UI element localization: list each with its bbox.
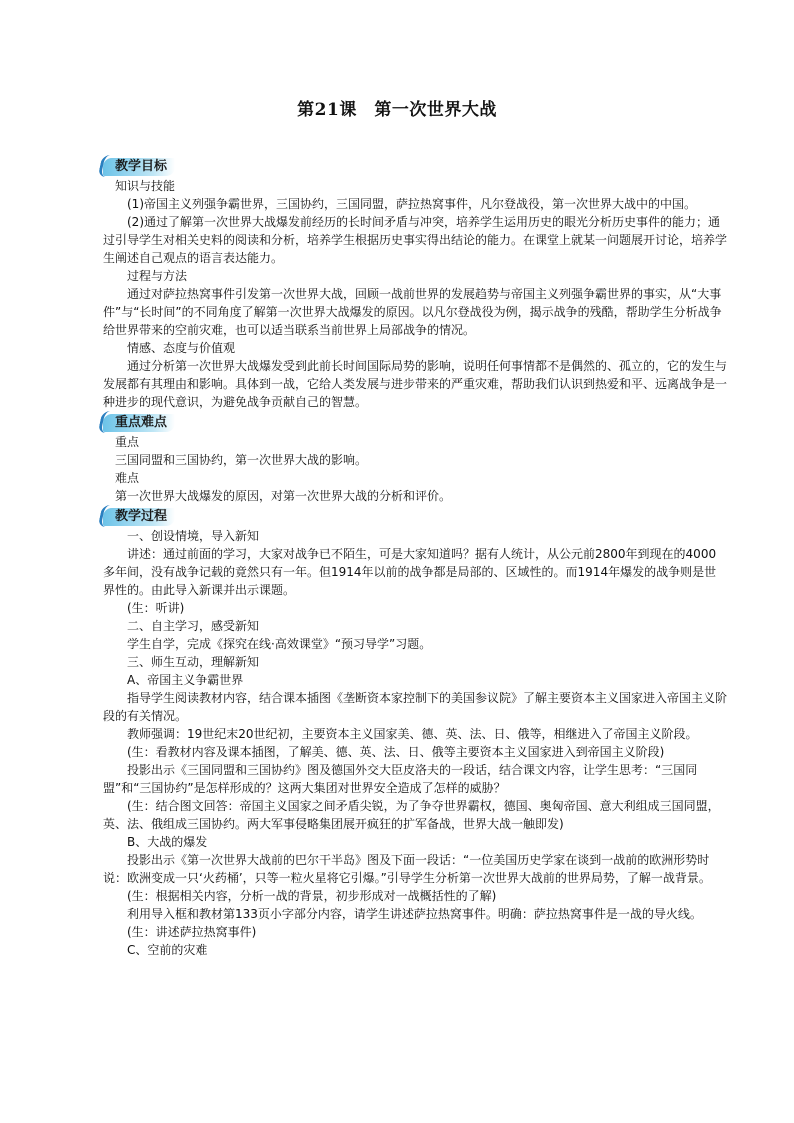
part-b-paragraph-1: 投影出示《第一次世界大战前的巴尔干半岛》图及下面一段话：“一位美国历史学家在谈到一战前的欧洲形势时说：欧洲变成一只‘火药桶’，只等一粒火星将它引爆。”引导学生分析第一次世界大战前的世界局势，了解一战背景。 <box>103 853 711 885</box>
part-a-note-2: (生：结合图文回答：帝国主义国家之间矛盾尖锐，为了争夺世界霸权，德国、奥匈帝国、意大利组成三国同盟，英、法、俄组成三国协约。两大军事侵略集团展开疯狂的扩军备战，世界大战一触即发) <box>103 799 720 831</box>
part-a-title: A、帝国主义争霸世界 <box>127 673 244 687</box>
process-text: 通过对萨拉热窝事件引发第一次世界大战，回顾一战前世界的发展趋势与帝国主义列强争霸世界的事实，从“大事件”与“长时间”的不同角度了解第一次世界大战爆发的原因。以凡尔登战役为例，揭示战争的残酷，帮助学生分析战争给世界带来的空前灾难，也可以适当联系当前世界上局部战争的情况。 <box>103 287 722 337</box>
part-a-paragraph-3: 投影出示《三国同盟和三国协约》图及德国外交大臣皮洛夫的一段话，结合课文内容，让学生思考：“三国同盟”和“三国协约”是怎样形成的？这两大集团对世界安全造成了怎样的威胁？ <box>103 763 698 795</box>
section-heading-goals: 教学目标 <box>103 157 175 177</box>
difficulty-text: 第一次世界大战爆发的原因，对第一次世界大战的分析和评价。 <box>115 489 452 503</box>
page-title: 第21课 第一次世界大战 <box>297 100 497 120</box>
knowledge-item-1: (1)帝国主义列强争霸世界，三国协约，三国同盟，萨拉热窝事件，凡尔登战役，第一次世界大战中的中国。 <box>127 197 697 211</box>
step1-paragraph: 讲述：通过前面的学习，大家对战争已不陌生，可是大家知道吗？据有人统计，从公元前2800年到现在的4000多年间，没有战争记载的竟然只有一年。但1914年以前的战争都是局部的、区域性的。而1914年爆发的战争则是世界性的。由此导入新课并出示课题。 <box>103 547 717 597</box>
part-b-paragraph-2: 利用导入框和教材第133页小字部分内容，请学生讲述萨拉热窝事件。明确：萨拉热窝事件是一战的导火线。 <box>127 907 702 921</box>
part-c-title: C、空前的灾难 <box>127 943 208 957</box>
emotion-text: 通过分析第一次世界大战爆发受到此前长时间国际局势的影响，说明任何事情都不是偶然的、孤立的，它的发生与发展都有其理由和影响。具体到一战，它给人类发展与进步带来的严重灾难，帮助我们认识到热爱和平、远离战争是一种进步的现代意识，为避免战争贡献自己的智慧。 <box>103 359 728 409</box>
key-text: 三国同盟和三国协约，第一次世界大战的影响。 <box>115 453 368 467</box>
part-b-note-2: (生：讲述萨拉热窝事件) <box>127 925 257 939</box>
knowledge-label: 知识与技能 <box>115 179 176 193</box>
emotion-label: 情感、态度与价值观 <box>127 341 236 355</box>
difficulty-label: 难点 <box>115 471 140 485</box>
step2-paragraph: 学生自学，完成《探究在线·高效课堂》“预习导学”习题。 <box>127 637 432 651</box>
step1-note: (生：听讲) <box>127 601 185 615</box>
part-a-paragraph-1: 指导学生阅读教材内容，结合课本插图《垄断资本家控制下的美国参议院》了解主要资本主义国家进入帝国主义阶段的有关情况。 <box>103 691 728 723</box>
step2-title: 二、自主学习，感受新知 <box>127 619 260 633</box>
section-heading-process: 教学过程 <box>103 507 175 527</box>
part-a-note-1: (生：看教材内容及课本插图，了解美、德、英、法、日、俄等主要资本主义国家进入到帝国主义阶段) <box>127 745 665 759</box>
step3-title: 三、师生互动，理解新知 <box>127 655 260 669</box>
part-b-title: B、大战的爆发 <box>127 835 208 849</box>
part-b-note-1: (生：根据相关内容，分析一战的背景，初步形成对一战概括性的了解) <box>127 889 497 903</box>
part-a-paragraph-2: 教师强调：19世纪末20世纪初，主要资本主义国家美、德、英、法、日、俄等，相继进入了帝国主义阶段。 <box>127 727 698 741</box>
document-body <box>103 155 728 959</box>
key-label: 重点 <box>115 435 140 449</box>
step1-title: 一、创设情境，导入新知 <box>127 529 260 543</box>
process-label: 过程与方法 <box>127 269 188 283</box>
section-heading-key: 重点难点 <box>103 413 175 433</box>
knowledge-item-2: (2)通过了解第一次世界大战爆发前经历的长时间矛盾与冲突，培养学生运用历史的眼光分析历史事件的能力；通过引导学生对相关史料的阅读和分析，培养学生根据历史事实得出结论的能力。在课堂上就某一问题展开讨论，培养学生阐述自己观点的语言表达能力。 <box>103 215 728 265</box>
